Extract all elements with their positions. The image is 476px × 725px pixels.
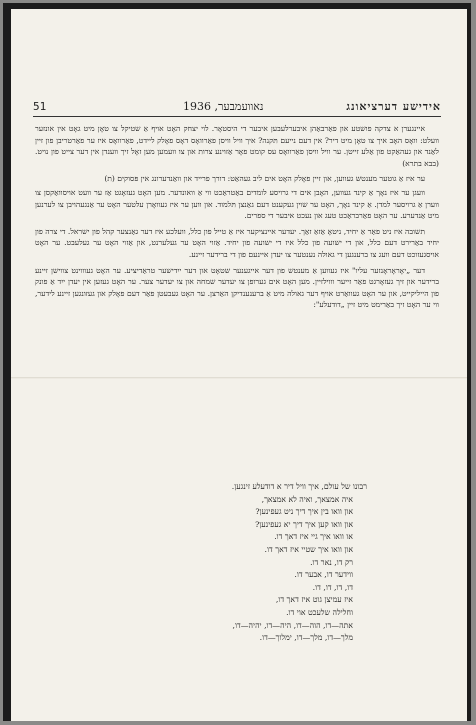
poem-line: און וואו בין איך דיך ניט געפינען? <box>255 507 353 517</box>
poem-line: דו, דו, דו, דו. <box>312 582 353 592</box>
poem-line: רק דו, נאר דו. <box>310 557 353 567</box>
poem-line: איה אמצאך, ואיה לא אמצאך, <box>261 494 353 504</box>
paragraph: וועגן ער איז נאָך אַ קינד געווען, האָבן אים די גרויסע לומדים באַטראַכט ווי אַ וואונדער. מען האָט געזאָגט אַז ער וועט אויסוואַקסן צו ווערן אַ גרויסער למדן. אַ קינד נאָך, האָט ער שוין געקענט דעם גאַנצן תּלמוד. און ווען ער איז געוואָרן עלטער האָט ער אַנגעהויבן צו לערנען מיט אַנדערע. ער האָט פאַרבראַכט טעג און נעכט איבער די ספרים. <box>35 187 439 221</box>
paragraph: דער „יאָראָראָנזער עליו" איז געווען אַ מענטש פון דער אייגענער שטאָט און דער ייִדישער טראַדיציע. ער האָט געוווינט צווישן זיינע ברידער און זיך געזאָרגט פאַר זייער וווילזיין. מען האָט אים גערופן צו יעדער שמחה און צו יעדער צער. ער האָט געזען אין יעדן ייִד אַ פונק פון הייליקייט, און ער האָט געוואַרט אויף דער גאולה מיט אַ ברענענדיקן האַרצן. ער האָט געבעטן פאַר דעם פאָלק און געזונגען זיינע לידער, ווי ער האָט זיך באַרימט מיט זיין „דודעלע": <box>35 265 439 310</box>
paragraph: איינגערן א צדקה פושטע און פאַרבאַהן איבערלעבען איבער די היסטאָר. לוי יצחק האָט אויף אַ שטיקל צו טאָן מיט גאָט אין אונזער וועלט: וואָס האָב איך צו טאָן מיט דיר? אין דעם נייעם תּקנה? איך וויל וויסן פאַרוואָס דאָס פאָלק ליידט, פאַרוואָס איז ער פאַרטריבן פון זיין לאַנד און געהאַקט פון אַלע זייטן. ער וויל וויסן פאַרוואָס עס קומט פאָר אַזוינע צרות און צו וועמען מען זאָל זיך ווענדן אין דער צייט פון נויט. (בבא בתרא) <box>35 124 439 168</box>
header-rule <box>33 116 441 117</box>
page-number: 51 <box>33 100 47 113</box>
poem-line: איז עמיצן גוט איז דאך דו, <box>275 595 353 605</box>
poem-line: רבונו של עולם, איך וויל דיר א דודעלע זינגען. <box>231 482 367 491</box>
poem-line: מלך—דו, מלך—דו, ימלוך—דו. <box>259 633 353 643</box>
page-header <box>33 100 441 116</box>
page-frame <box>3 3 471 721</box>
poem-line: ווידער דו, אבער דו. <box>294 570 353 580</box>
page-fold <box>11 377 467 379</box>
paragraph: ער איז אַ גוטער מענטש געווען, און זיין פאָלק האָט אים ליב געהאַט: דורך פרייד און וואַנדערונג אין פּסוקים (ת) <box>104 174 425 184</box>
poem-line: אתה—דו, הוה—דו, היה—דו, יהיה—דו, <box>232 620 353 630</box>
paragraph: תשובה איז ניט פאַר אַ יחיד, ניטאָ אַזאַ זאַך. יעדער איינציקער איז אַ טייל פון כלל, וועלכע איז דער גאַנצער קהל פון ישראל. די צרה פון יחיד באַרירט דעם כלל, און די ישועה פון כלל איז די ישועה פון יחיד. אַזוי האָט ער געלערנט, און אַזוי האָט ער געלעבט. ער האָט אויסגעזוכט דעם וועג צו ברענגען די גאולה נענטער צו יעדן איינעם פון די ברידער זיינע. <box>35 226 439 259</box>
newspaper-page <box>11 9 467 721</box>
poem-block <box>101 481 367 645</box>
poem-line: וחלילה שלעכט אוי דו. <box>286 607 353 617</box>
issue-date: נאוועמבער, 1936 <box>183 100 264 113</box>
poem-line: און וואו איך שטיי איז דאך דו. <box>264 544 353 554</box>
newspaper-title: אידישע דערציאונג <box>346 100 441 113</box>
poem-line: און וואו קען איך דיך יא געפינען? <box>255 519 353 529</box>
article-body <box>35 123 439 315</box>
poem-line: או וואו איך גיי איז דאך דו. <box>274 532 353 542</box>
